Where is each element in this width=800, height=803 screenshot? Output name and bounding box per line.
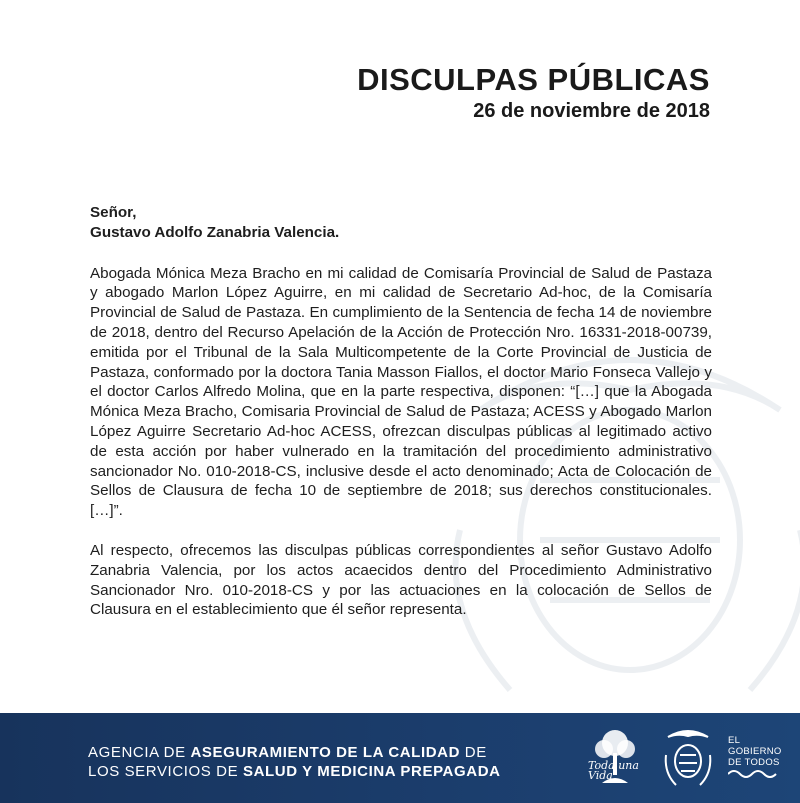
header <box>357 62 710 124</box>
page-title: DISCULPAS PÚBLICAS <box>357 62 710 97</box>
gobierno-de-todos-logo <box>728 735 782 781</box>
gov-text-line: DE TODOS <box>728 757 780 768</box>
salutation-recipient: Gustavo Adolfo Zanabria Valencia. <box>90 223 340 241</box>
wave-icon <box>728 768 778 778</box>
paragraph-2: Al respecto, ofrecemos las disculpas públicas correspondientes al señor Gustavo Adolfo Zanabria Valencia, por los actos acaecidos dentro del Procedimiento Administrativo Sancionador Nro. 010-2018-CS y por las actuaciones en la colocación de Sellos de Clausura en el establecimiento que él señor representa. <box>90 541 712 619</box>
footer-banner <box>0 713 800 803</box>
agency-name-line-2 <box>88 762 501 781</box>
tree-logo-text: Toda una Vida <box>588 759 639 782</box>
agency-text-bold: ASEGURAMIENTO DE LA CALIDAD <box>190 744 461 761</box>
salutation <box>90 203 712 243</box>
agency-name-line-1 <box>88 743 501 762</box>
footer-logos <box>582 727 782 789</box>
agency-name <box>88 743 501 781</box>
agency-text: DE <box>460 744 487 761</box>
paragraph-1: Abogada Mónica Meza Bracho en mi calidad de Comisaría Provincial de Salud de Pastaza y abogado Marlon López Aguirre, en mi calidad de Secretario Ad-hoc, de la Comisaría Provincial de Salud de Pastaza. En cumplimiento de la Sentencia de fecha 14 de noviembre de 2018, dentro del Recurso Apelación de la Acción de Protección Nro. 16331-2018-00739, emitida por el Tribunal de la Sala Multicompetente de la Corte Provincial de Justicia de Pastaza, conformado por la doctora Tania Masson Fiallos, el doctor Mario Fonseca Vallejo y el doctor Carlos Alfredo Molina, que en la parte respectiva, disponen: “[…] que la Abogada Mónica Meza Bracho, Comisaria Provincial de Salud de Pastaza; ACESS y Abogado Marlon López Aguirre Secretario Ad-hoc ACESS, ofrezcan disculpas públicas al legitimado activo de esta acción por haber vulnerado en la tramitación del procedimiento administrativo sancionador No. 010-2018-CS, inclusive desde el acto denominado; Acta de Colocación de Sellos de Clausura de fecha 10 de septiembre de 2018; sus derechos constitucionales. […]”. <box>90 264 712 520</box>
document-date: 26 de noviembre de 2018 <box>473 100 710 122</box>
agency-text: AGENCIA DE <box>88 744 191 761</box>
letter-body <box>90 203 712 620</box>
agency-text: LOS SERVICIOS DE <box>88 763 243 780</box>
toda-una-vida-logo <box>582 727 648 789</box>
gov-text-line: GOBIERNO <box>728 746 782 757</box>
ecuador-seal-icon <box>662 727 714 789</box>
agency-text-bold: SALUD Y MEDICINA PREPAGADA <box>242 763 501 780</box>
gov-text-line: EL <box>728 735 741 746</box>
salutation-greeting: Señor, <box>90 204 137 221</box>
